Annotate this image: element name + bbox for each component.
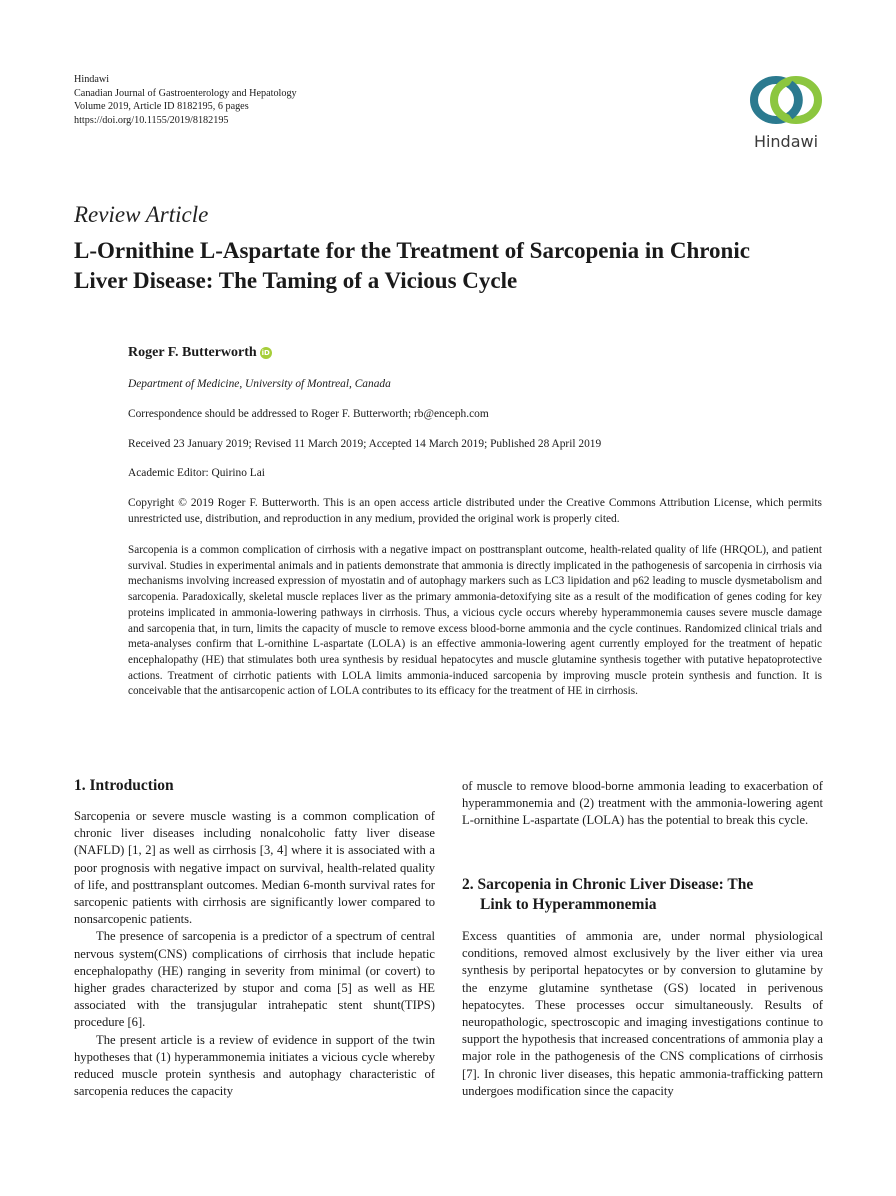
intro-paragraph-3: The present article is a review of evidence in support of the twin hypotheses that (1) hyperammonemia initiates a vicious cycle whereby reduced muscle protein synthesis and autophagy characteristic of sarcopenia reduces the capacity	[74, 1032, 435, 1099]
journal-name: Canadian Journal of Gastroenterology and Hepatology	[74, 87, 297, 99]
copyright-notice: Copyright © 2019 Roger F. Butterworth. This is an open access article distributed under the Creative Commons Attribution License, which permits unrestricted use, distribution, and reproduction in any medium, provided the original work is properly cited.	[128, 497, 822, 525]
section-heading-line-1: 2. Sarcopenia in Chronic Liver Disease: The	[462, 876, 754, 893]
right-column-bottom	[462, 928, 823, 1100]
orcid-icon[interactable]: iD	[261, 349, 270, 357]
abstract: Sarcopenia is a common complication of cirrhosis with a negative impact on posttransplant outcome, health-related quality of life (HRQOL), and patient survival. Studies in experimental animals and in patients demonstrate that ammonia is directly implicated in the pathogenesis of sarcopenia in cirrhosis via mechanisms involving increased expression of myostatin and of autophagy markers such as LC3 lipidation and p62 leading to muscle dysmetabolism and sarcopenia. Paradoxically, skeletal muscle replaces liver as the primary ammonia-detoxifying site as a result of the modification of genes coding for key proteins implicated in ammonia-lowering pathways in cirrhosis. Thus, a vicious cycle occurs whereby hyperammonemia causes severe muscle damage and sarcopenia that, in turn, limits the capacity of muscle to remove excess blood-borne ammonia and the cycle continues. Randomized clinical trials and meta-analyses confirm that L-ornithine L-aspartate (LOLA) is an effective ammonia-lowering agent currently employed for the treatment of hepatic encephalopathy (HE) that stimulates both urea synthesis by residual hepatocytes and muscle glutamine synthesis together with putative hepatoprotective actions. Treatment of cirrhotic patients with LOLA limits ammonia-induced sarcopenia by improving muscle protein synthesis and function. It is conceivable that the antisarcopenic action of LOLA contributes to its efficacy for the treatment of HE in cirrhosis.	[128, 544, 822, 698]
affiliation: Department of Medicine, University of Montreal, Canada	[128, 378, 391, 390]
article-title: L-Ornithine L-Aspartate for the Treatment of Sarcopenia in Chronic Liver Disease: The Taming of a Vicious Cycle	[74, 238, 750, 293]
doi-link[interactable]: https://doi.org/10.1155/2019/8182195	[74, 114, 229, 126]
correspondence: Correspondence should be addressed to Roger F. Butterworth; rb@enceph.com	[128, 408, 489, 420]
section-heading-line-2: Link to Hyperammonemia	[480, 896, 657, 913]
journal-metadata	[74, 73, 297, 127]
hindawi-logo	[744, 70, 828, 152]
author	[128, 345, 272, 361]
publication-dates: Received 23 January 2019; Revised 11 March 2019; Accepted 14 March 2019; Published 28 April 2019	[128, 438, 602, 450]
author-name[interactable]: Roger F. Butterworth	[128, 345, 257, 360]
article-type: Review Article	[74, 202, 209, 227]
intro-paragraph-1: Sarcopenia or severe muscle wasting is a common complication of chronic liver diseases including nonalcoholic fatty liver disease (NAFLD) [1, 2] as well as cirrhosis [3, 4] where it is associated with a poor prognosis with negative impact on survival, health-related quality of life, and posttransplant outcomes. Median 6-month survival rates for sarcopenic patients with cirrhosis are significantly lower compared to nonsarcopenic patients.	[74, 809, 435, 927]
logo-wordmark: Hindawi	[753, 132, 819, 151]
publisher-name: Hindawi	[74, 74, 110, 85]
volume-info: Volume 2019, Article ID 8182195, 6 pages	[74, 101, 249, 112]
right-column-top	[462, 778, 823, 830]
section-heading-introduction: 1. Introduction	[74, 777, 174, 794]
left-column	[74, 808, 435, 1100]
intro-paragraph-3-continued: of muscle to remove blood-borne ammonia leading to exacerbation of hyperammonemia and (2) treatment with the ammonia-lowering agent L-ornithine L-aspartate (LOLA) has the potential to break this cycle.	[462, 779, 823, 828]
sec2-paragraph-1: Excess quantities of ammonia are, under normal physiological conditions, removed almost exclusively by the liver either via urea synthesis by periportal hepatocytes or by conversion to glutamine by the enzyme glutamine synthetase (GS) located in perivenous hepatocytes. These processes occur simultaneously. Results of neuropathologic, spectroscopic and imaging investigations continue to support the hypothesis that increased concentrations of ammonia play a major role in the pathogenesis of the CNS complications of cirrhosis [7]. In chronic liver diseases, this hepatic ammonia-trafficking pattern undergoes modification since the capacity	[462, 929, 823, 1098]
intro-paragraph-2: The presence of sarcopenia is a predictor of a spectrum of central nervous system(CNS) complications of cirrhosis that include hepatic encephalopathy (HE) ranging in severity from minimal (or covert) to higher grades characterized by stupor and coma [5] as well as HE associated with the transjugular intrahepatic stent shunt(TIPS) procedure [6].	[74, 929, 435, 1030]
hindawi-logo-icon	[744, 70, 828, 130]
academic-editor: Academic Editor: Quirino Lai	[128, 467, 265, 479]
section-heading-sarcopenia	[462, 875, 823, 915]
